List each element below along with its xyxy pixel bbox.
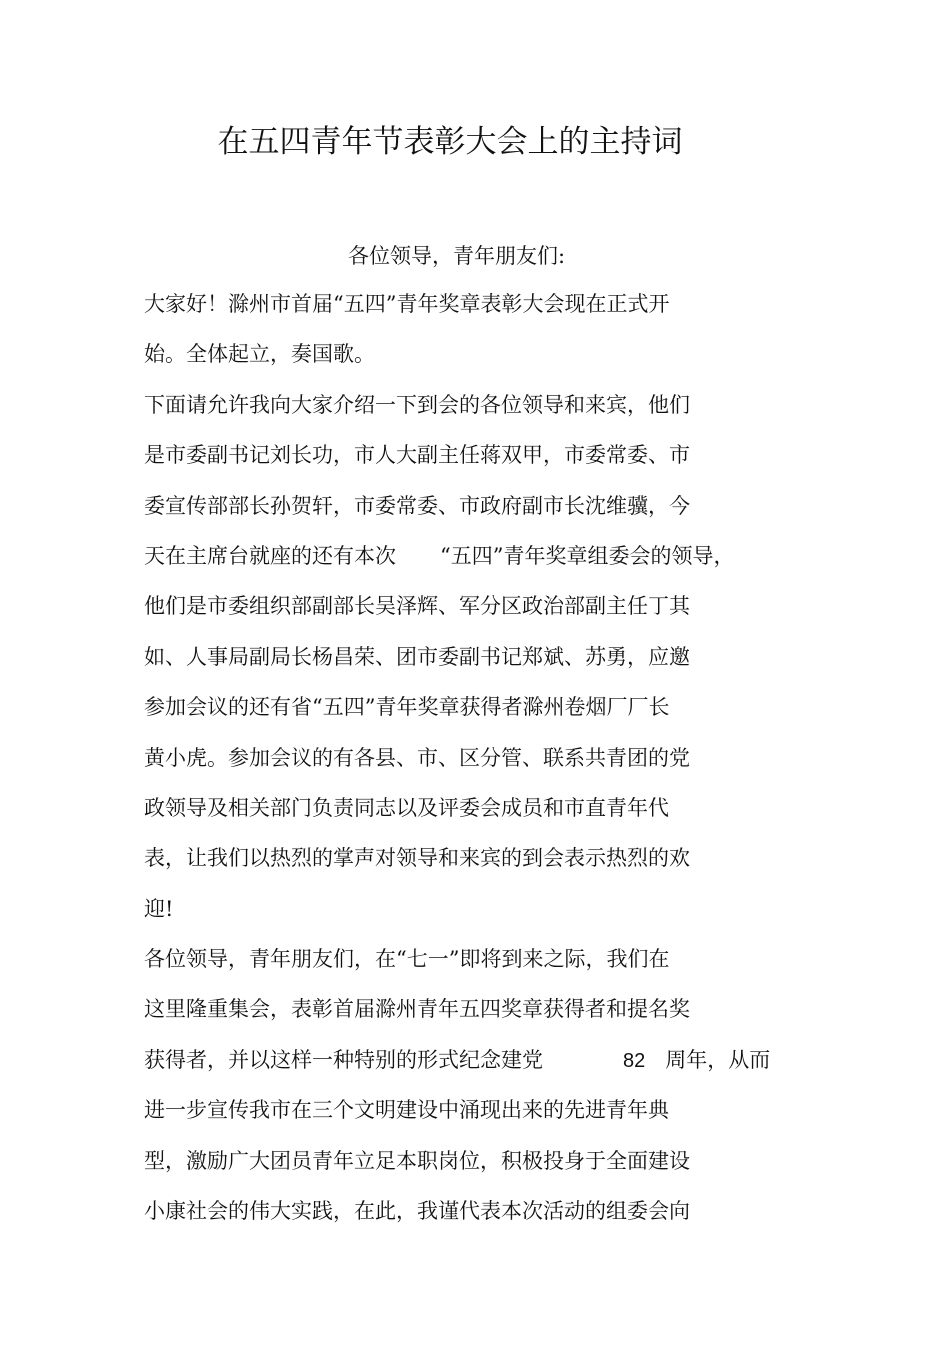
text-line: 下面请允许我向大家介绍一下到会的各位领导和来宾，他们 bbox=[144, 392, 690, 417]
text-line: 获得者，并以这样一种特别的形式纪念建党 82 周年，从而 bbox=[144, 1047, 771, 1072]
text-line: 始。全体起立，奏国歌。 bbox=[144, 342, 375, 367]
text-line: 黄小虎。参加会议的有各县、市、区分管、联系共青团的党 bbox=[144, 745, 690, 770]
text-line: 型，激励广大团员青年立足本职岗位，积极投身于全面建设 bbox=[144, 1148, 690, 1173]
text-line: 进一步宣传我市在三个文明建设中涌现出来的先进青年典 bbox=[144, 1098, 669, 1123]
text-line: 这里隆重集会，表彰首届滁州青年五四奖章获得者和提名奖 bbox=[144, 997, 690, 1022]
body-text bbox=[144, 286, 924, 1243]
text-line: 大家好！滁州市首届“五四”青年奖章表彰大会现在正式开 bbox=[144, 292, 670, 316]
text-line: 政领导及相关部门负责同志以及评委会成员和市直青年代 bbox=[144, 795, 669, 820]
document-title: 在五四青年节表彰大会上的主持词 bbox=[217, 124, 683, 160]
text-line: 各位领导，青年朋友们，在“七一”即将到来之际，我们在 bbox=[144, 947, 670, 972]
text-line: 表，让我们以热烈的掌声对领导和来宾的到会表示热烈的欢 bbox=[144, 846, 690, 871]
text-line: 是市委副书记刘长功，市人大副主任蒋双甲，市委常委、市 bbox=[144, 443, 690, 468]
text-line: 参加会议的还有省“五四”青年奖章获得者滁州卷烟厂厂长 bbox=[144, 695, 670, 720]
salutation: 各位领导，青年朋友们: bbox=[348, 244, 566, 268]
text-line: 他们是市委组织部副部长吴泽辉、军分区政治部副主任丁其 bbox=[144, 594, 690, 619]
text-line: 天在主席台就座的还有本次 “五四”青年奖章组委会的领导， bbox=[144, 543, 735, 568]
text-line: 迎! bbox=[144, 896, 174, 921]
text-line: 如、人事局副局长杨昌荣、团市委副书记郑斌、苏勇，应邀 bbox=[144, 644, 690, 669]
text-line: 小康社会的伟大实践，在此，我谨代表本次活动的组委会向 bbox=[144, 1199, 690, 1224]
anniversary-number: 82 bbox=[623, 1049, 646, 1072]
text-line: 委宣传部部长孙贺轩，市委常委、市政府副市长沈维骥，今 bbox=[144, 493, 690, 518]
